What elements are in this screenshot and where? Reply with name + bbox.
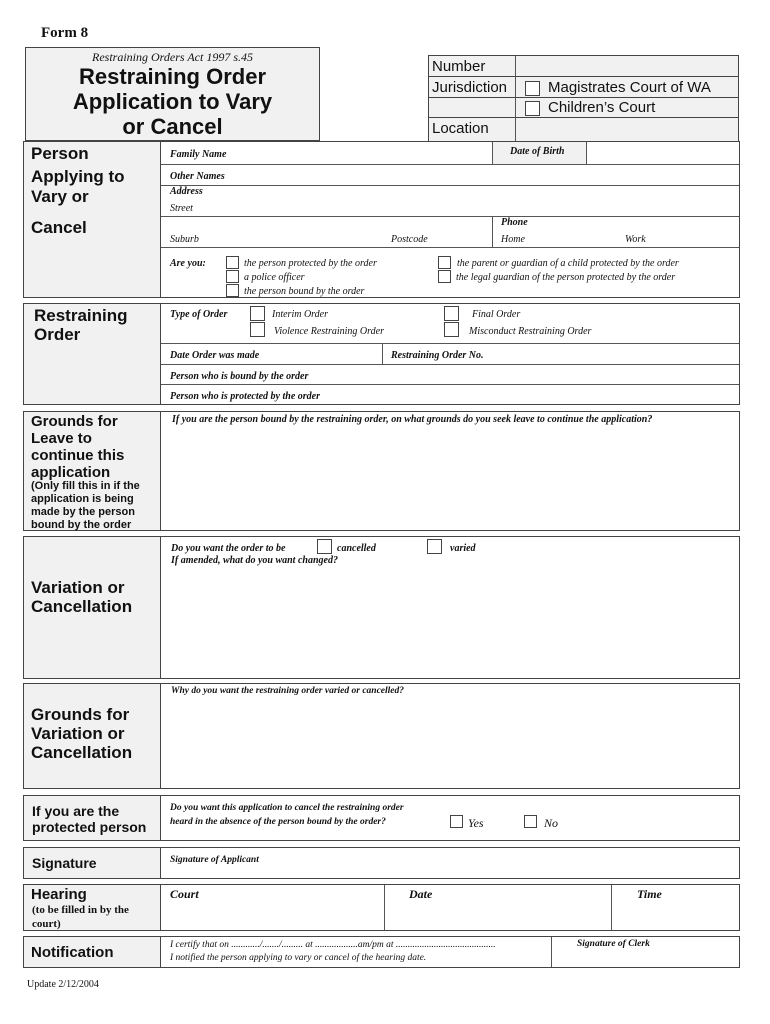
grounds-leave-textarea[interactable] — [164, 428, 738, 528]
hearing-section — [23, 884, 740, 931]
number-label: Number — [432, 58, 486, 75]
work-phone-label: Work — [625, 234, 646, 245]
varied-label: varied — [450, 543, 476, 554]
option-label: the person protected by the order — [244, 258, 377, 269]
section-title: Restraining — [34, 306, 128, 325]
court-box — [428, 55, 739, 142]
are-you-label: Are you: — [170, 258, 206, 269]
signature-label-column — [24, 848, 161, 878]
date-input[interactable] — [386, 903, 609, 929]
update-date: Update 2/12/2004 — [27, 979, 99, 990]
section-title: Hearing — [31, 886, 87, 903]
bound-person-checkbox[interactable] — [226, 284, 239, 297]
grounds-variation-section — [23, 683, 740, 789]
applicant-label-column — [24, 142, 161, 297]
grounds-leave-label-column — [24, 412, 161, 530]
protected-person-checkbox[interactable] — [226, 256, 239, 269]
protected-person-label-column — [24, 796, 161, 840]
note-line: (to be filled in by the — [32, 904, 129, 916]
section-title: Vary or — [31, 187, 89, 206]
title-line: or Cancel — [122, 114, 223, 139]
misconduct-order-checkbox[interactable] — [444, 322, 459, 337]
protected-person-input[interactable] — [331, 385, 736, 403]
grounds-variation-question: Why do you want the restraining order varied or cancelled? — [171, 686, 405, 696]
applicant-signature-field[interactable] — [274, 850, 734, 876]
childrens-court-checkbox[interactable] — [525, 101, 540, 116]
yes-checkbox[interactable] — [450, 815, 463, 828]
parent-guardian-checkbox[interactable] — [438, 256, 451, 269]
postcode-label: Postcode — [391, 234, 428, 245]
violence-order-checkbox[interactable] — [250, 322, 265, 337]
variation-question: Do you want the order to be — [171, 543, 286, 554]
clerk-signature-field[interactable] — [554, 951, 738, 967]
interim-order-checkbox[interactable] — [250, 306, 265, 321]
variation-section — [23, 536, 740, 679]
no-checkbox[interactable] — [524, 815, 537, 828]
title-line: continue this — [31, 447, 125, 464]
section-title: Cancellation — [31, 597, 133, 616]
option-label: Misconduct Restraining Order — [469, 326, 592, 337]
note-line: bound by the order — [31, 519, 132, 531]
section-title: Cancel — [31, 218, 87, 237]
grounds-variation-label-column — [24, 684, 161, 788]
note-line: application is being — [31, 493, 134, 505]
order-no-input[interactable] — [496, 344, 736, 363]
section-title: Signature — [32, 855, 97, 871]
section-title: Cancellation — [31, 743, 133, 762]
restraining-order-section — [23, 303, 740, 405]
magistrates-court-label: Magistrates Court of WA — [548, 79, 711, 96]
address-label: Address — [170, 186, 203, 197]
title-line: Application to Vary — [72, 89, 273, 114]
title-line: Restraining Order — [78, 64, 267, 89]
bound-person-input[interactable] — [321, 365, 736, 383]
yes-label: Yes — [468, 816, 484, 830]
bound-person-label: Person who is bound by the order — [170, 371, 309, 382]
final-order-checkbox[interactable] — [444, 306, 459, 321]
protected-person-section — [23, 795, 740, 841]
section-title: Grounds for — [31, 705, 130, 724]
date-made-label: Date Order was made — [170, 350, 260, 361]
court-input[interactable] — [164, 903, 382, 929]
amend-question: If amended, what do you want changed? — [171, 555, 338, 566]
legal-guardian-checkbox[interactable] — [438, 270, 451, 283]
option-label: a police officer — [244, 272, 305, 283]
family-name-input[interactable] — [251, 143, 489, 163]
hearing-label-column — [24, 885, 161, 930]
title-box — [25, 47, 320, 141]
court-label: Court — [170, 887, 199, 901]
title-line: protected person — [32, 819, 147, 835]
page-title — [26, 64, 319, 139]
grounds-leave-question: If you are the person bound by the restraining order, on what grounds do you seek leave to continue the application? — [172, 414, 653, 425]
absence-question-line2: heard in the absence of the person bound by the order? — [170, 817, 386, 827]
changes-textarea[interactable] — [164, 569, 738, 676]
dob-label: Date of Birth — [510, 146, 565, 157]
location-label: Location — [432, 120, 489, 137]
option-label: the parent or guardian of a child protected by the order — [457, 258, 679, 269]
magistrates-court-checkbox[interactable] — [525, 81, 540, 96]
option-label: Violence Restraining Order — [274, 326, 384, 337]
time-input[interactable] — [613, 903, 737, 929]
other-names-label: Other Names — [170, 171, 225, 182]
note-line: court) — [32, 918, 61, 930]
applicant-section — [23, 141, 740, 298]
form-number: Form 8 — [41, 25, 89, 41]
act-reference: Restraining Orders Act 1997 s.45 — [92, 50, 253, 64]
date-made-input[interactable] — [271, 344, 379, 363]
signature-section — [23, 847, 740, 879]
section-title — [31, 413, 124, 481]
no-label: No — [544, 816, 559, 830]
section-note — [31, 480, 140, 532]
notification-label-column — [24, 937, 161, 967]
cancelled-label: cancelled — [337, 543, 376, 554]
note-line: (Only fill this in if the — [31, 480, 140, 492]
section-title: Notification — [31, 944, 114, 961]
suburb-input[interactable] — [211, 217, 381, 246]
restraining-order-label-column — [24, 304, 161, 404]
variation-label-column — [24, 537, 161, 678]
phone-label: Phone — [501, 217, 528, 228]
childrens-court-label: Children’s Court — [548, 99, 656, 116]
title-line: Leave to — [31, 430, 92, 447]
suburb-label: Suburb — [170, 234, 199, 245]
date-label: Date — [409, 887, 433, 901]
number-field[interactable] — [517, 56, 737, 76]
jurisdiction-label: Jurisdiction — [432, 79, 508, 96]
dob-input[interactable] — [589, 143, 739, 163]
type-of-order-label: Type of Order — [170, 309, 228, 320]
notification-section — [23, 936, 740, 968]
street-input[interactable] — [211, 186, 731, 215]
title-line: application — [31, 464, 111, 481]
order-no-label: Restraining Order No. — [391, 350, 484, 361]
section-title: Applying to — [31, 167, 125, 186]
section-title — [32, 803, 146, 835]
option-label: Final Order — [472, 309, 521, 320]
work-phone-input[interactable] — [656, 230, 736, 246]
section-title: Variation or — [31, 578, 125, 597]
title-line: Grounds for — [31, 413, 118, 430]
clerk-signature-label: Signature of Clerk — [577, 939, 650, 949]
time-label: Time — [637, 887, 662, 901]
section-note — [32, 903, 129, 931]
home-phone-label: Home — [501, 234, 525, 245]
other-names-input[interactable] — [251, 165, 731, 184]
police-officer-checkbox[interactable] — [226, 270, 239, 283]
title-line: If you are the — [32, 803, 120, 819]
absence-question-line1: Do you want this application to cancel the restraining order — [170, 803, 404, 813]
section-title: Order — [34, 325, 81, 344]
section-title: Person — [31, 144, 89, 163]
postcode-input[interactable] — [436, 217, 490, 246]
applicant-signature-label: Signature of Applicant — [170, 855, 259, 865]
option-label: the legal guardian of the person protected by the order — [456, 272, 676, 283]
option-label: the person bound by the order — [244, 286, 365, 297]
varied-checkbox[interactable] — [427, 539, 442, 554]
home-phone-input[interactable] — [536, 230, 616, 246]
grounds-variation-textarea[interactable] — [164, 700, 738, 786]
protected-person-label: Person who is protected by the order — [170, 391, 320, 402]
cancelled-checkbox[interactable] — [317, 539, 332, 554]
notified-line: I notified the person applying to vary or cancel of the hearing date. — [170, 953, 427, 963]
location-field[interactable] — [517, 118, 737, 140]
grounds-leave-section — [23, 411, 740, 531]
certify-line: I certify that on ............/......./......... at ..................am/pm at .......................................... — [170, 940, 496, 950]
street-label: Street — [170, 203, 193, 214]
note-line: made by the person — [31, 506, 135, 518]
section-title: Variation or — [31, 724, 125, 743]
option-label: Interim Order — [272, 309, 329, 320]
family-name-label: Family Name — [170, 149, 227, 160]
